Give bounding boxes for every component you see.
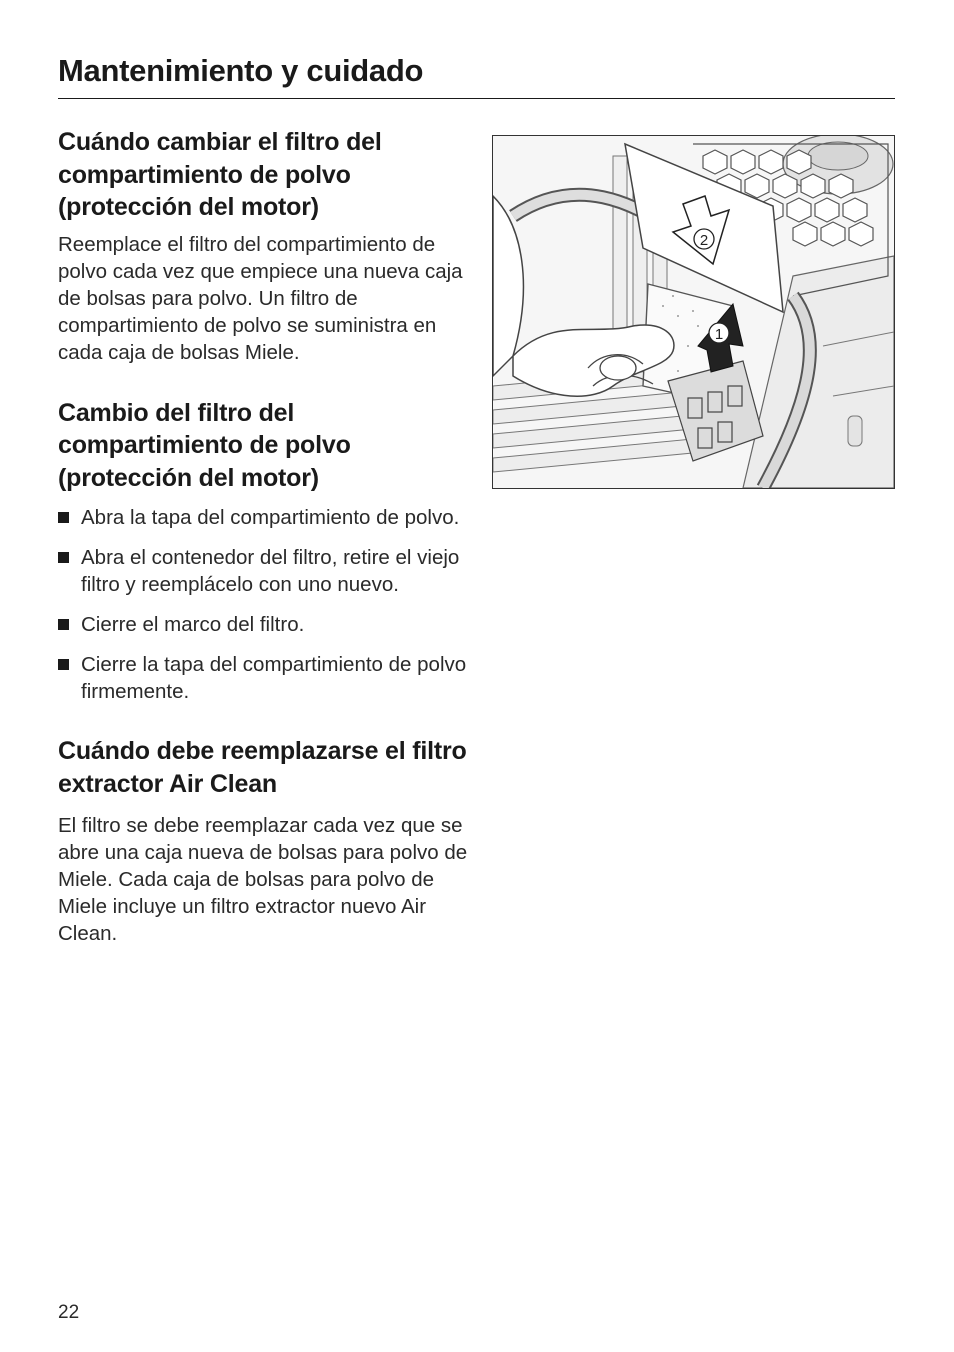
section-heading: Cuándo cambiar el filtro del compartimiento de polvo (protección del motor) (58, 128, 382, 221)
section-heading: Cuándo debe reemplazarse el filtro extractor Air Clean (58, 737, 467, 798)
filter-replacement-illustration (492, 135, 895, 489)
page-title: Mantenimiento y cuidado (58, 53, 424, 88)
section-heading: Cambio del filtro del compartimiento de polvo (protección del motor) (58, 398, 351, 492)
list-item (58, 504, 468, 531)
section-when-change-dust-filter (58, 126, 468, 366)
page-number: 22 (58, 1302, 80, 1323)
illustration-drawing (493, 136, 894, 488)
section-air-clean-filter (58, 735, 468, 947)
header-divider (58, 98, 895, 99)
square-bullet-icon (58, 512, 69, 523)
square-bullet-icon (58, 619, 69, 630)
callout-1: 1 (714, 326, 724, 343)
callout-2: 2 (699, 232, 709, 249)
step-text: Abra la tapa del compartimiento de polvo. (81, 506, 460, 529)
step-text: Abra el contenedor del filtro, retire el viejo filtro y reemplácelo con uno nuevo. (81, 546, 460, 596)
list-item (58, 544, 468, 598)
text-column (58, 126, 468, 947)
section-change-dust-filter (58, 397, 468, 706)
list-item (58, 611, 468, 638)
step-list (58, 504, 468, 705)
section-body: El filtro se debe reemplazar cada vez que se abre una caja nueva de bolsas para polvo de Miele. Cada caja de bolsas para polvo de Miele incluye un filtro extractor nuevo Air Clean. (58, 814, 468, 945)
square-bullet-icon (58, 659, 69, 670)
square-bullet-icon (58, 552, 69, 563)
list-item (58, 651, 468, 705)
step-text: Cierre la tapa del compartimiento de polvo firmemente. (81, 653, 467, 703)
section-body: Reemplace el filtro del compartimiento de polvo cada vez que empiece una nueva caja de bolsas para polvo. Un filtro de compartimiento de polvo se suministra en cada caja de bolsas Miele. (58, 232, 463, 364)
step-text: Cierre el marco del filtro. (81, 613, 305, 636)
